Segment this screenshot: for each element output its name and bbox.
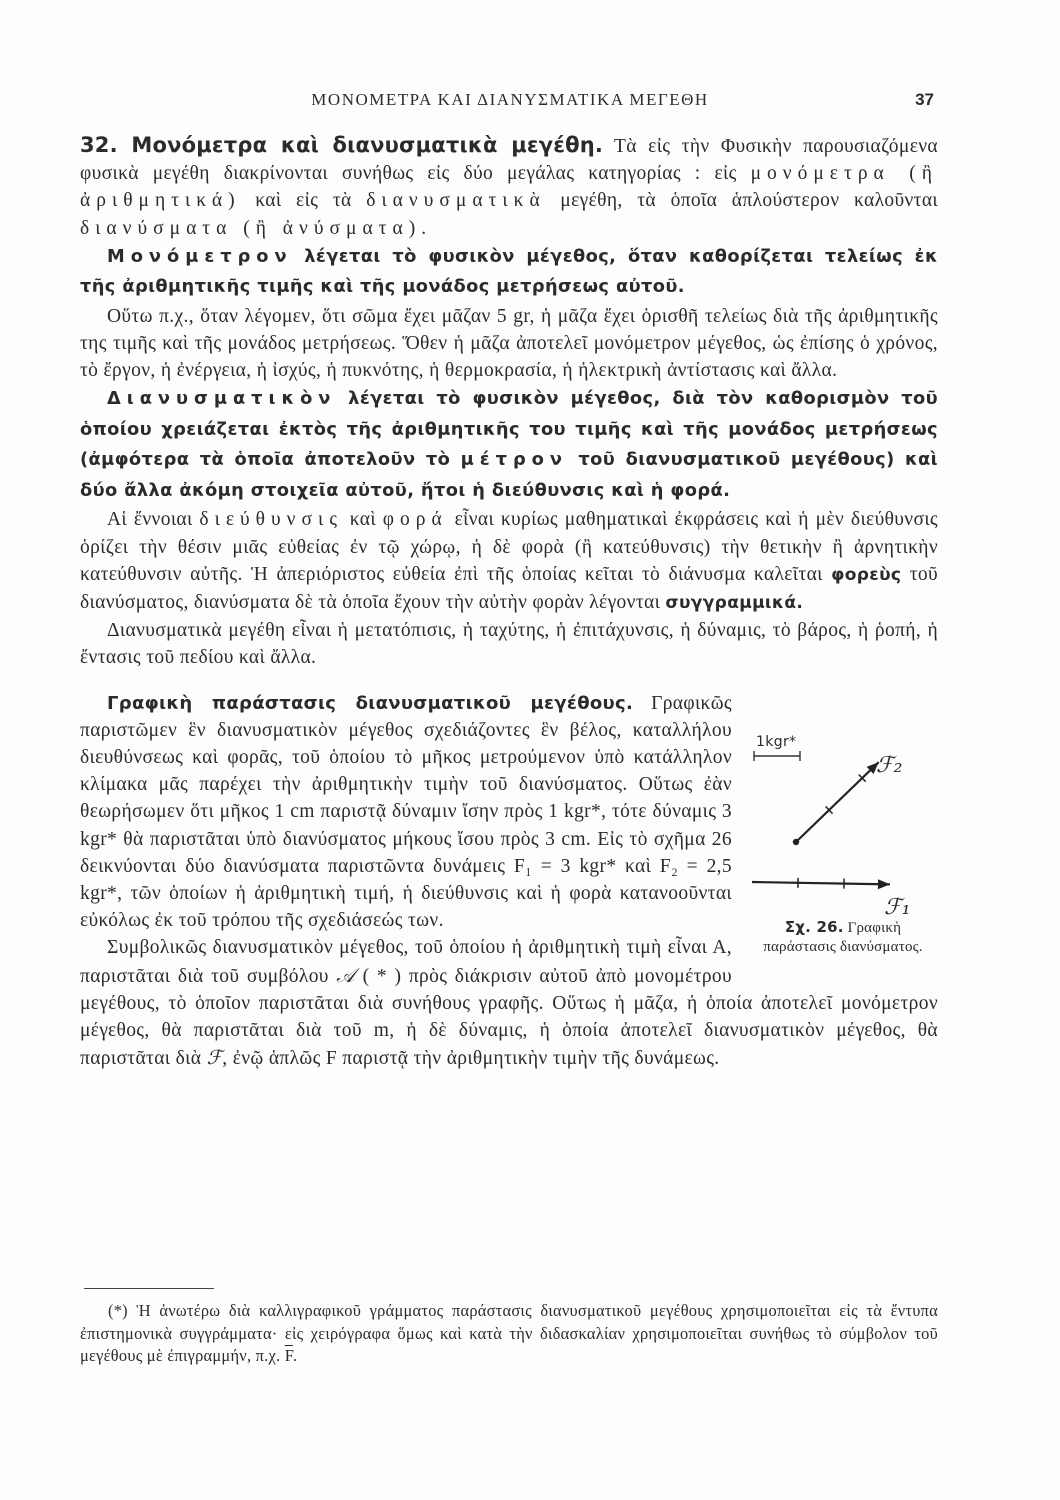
term-vectorial: διανυσματικὰ — [366, 190, 546, 212]
paragraph-notation: Συμβολικῶς διανυσματικὸν μέγεθος, τοῦ ὁποίου ἡ ἀριθμητικὴ τιμὴ εἶναι Α, παριστᾶται διὰ τοῦ συμβόλου 𝒜 ( * ) πρὸς διάκρισιν αὐτοῦ ἀπὸ μονομέτρου μεγέθους, τὸ ὁποῖον παριστᾶται διὰ συνήθους γραφῆς. Οὕτως ἡ μᾶζα, ἡ ὁποία ἀποτελεῖ μονόμετρον μέγεθος, θὰ παριστᾶται διὰ τοῦ m, ἡ δὲ δύναμις, ἡ ὁποία ἀποτελεῖ διανυσματικὸν μέγεθος, θὰ παριστᾶται διὰ ℱ, ἐνῷ ἁπλῶς F παριστᾷ τὴν ἀριθμητικὴν τιμὴν τῆς δυνάμεως. — [80, 937, 938, 1070]
vector-f2-label: ℱ₂ — [876, 752, 903, 778]
term-collinear: συγγραμμικά. — [665, 593, 804, 614]
footnote-rule — [84, 1288, 214, 1289]
paragraph-vector-examples: Διανυσματικὰ μεγέθη εἶναι ἡ μετατόπισις, ἡ ταχύτης, ἡ ἐπιτάχυνσις, ἡ δύναμις, τὸ βάρος, ἡ ῥοπή, ἡ ἔντασις τοῦ πεδίου καὶ ἄλλα. — [80, 620, 938, 669]
calligraphic-f-symbol: ℱ — [206, 1046, 223, 1070]
term-scalar: μονόμετρα (ἢ ἀριθμητικά) — [80, 163, 938, 212]
paragraph-graphic: Γραφικὴ παράστασις διανυσματικοῦ μεγέθους. Γραφικῶς παριστῶμεν ἓν διανυσματικὸν μέγεθος σχεδιάζοντες ἓν βέλος, καταλλήλου διευθύνσεως καὶ φορᾶς, τοῦ ὁποίου τὸ μῆκος μετρούμενον ὑπὸ κατάλληλον κλίμακα μᾶς παρέχει τὴν ἀριθμητικὴν τιμὴν τοῦ διανύσματος. Οὕτως ἐὰν θεωρήσωμεν ὅτι μῆκος 1 cm παριστᾷ δύναμιν ἴσην πρὸς 1 kgr*, τότε δύναμις 3 kgr* θὰ παριστᾶται ὑπὸ διανύσματος μήκους ἴσου πρὸς 3 cm. Εἰς τὸ σχῆμα 26 δεικνύονται δύο διανύσματα παριστῶντα δυνάμεις F₁ = 3 kgr* καὶ F₂ = 2,5 kgr*, τῶν ὁποίων ἡ ἀριθμητικὴ τιμή, ἡ διεύθυνσις καὶ ἡ φορὰ κατανοοῦνται εὐκόλως ἐκ τοῦ τρόπου τῆς σχεδιάσεώς των. — [80, 692, 732, 932]
definition-scalar: Μονόμετρον λέγεται τὸ φυσικὸν μέγεθος, ὅταν καθορίζεται τελείως ἐκ τῆς ἀριθμητικῆς τιμῆς καὶ τῆς μονάδος μετρήσεως αὐτοῦ. — [80, 245, 938, 298]
paragraph-scalar-examples: Οὕτω π.χ., ὅταν λέγομεν, ὅτι σῶμα ἔχει μᾶζαν 5 gr, ἡ μᾶζα ἔχει ὁρισθῆ τελείως διὰ τῆς ἀριθμητικῆς της τιμῆς καὶ τῆς μονάδος μετρήσεως. Ὅθεν ἡ μᾶζα ἀποτελεῖ μονόμετρον μέγεθος, ὡς ἐπίσης ὁ χρόνος, τὸ ἔργον, ἡ ἐνέργεια, ἡ ἰσχύς, ἡ πυκνότης, ἡ θερμοκρασία, ἡ ἠλεκτρικὴ ἀντίστασις καὶ ἄλλα. — [80, 305, 938, 382]
section-title: 32. Μονόμετρα καὶ διανυσματικὰ μεγέθη. — [80, 133, 604, 157]
vector-f1 — [752, 877, 890, 888]
vector-f1-label: ℱ₁ — [884, 894, 911, 917]
term-carrier: φορεὺς — [831, 564, 902, 585]
overlined-f-symbol: $\overline{F}$ — [284, 1346, 293, 1365]
main-text — [80, 132, 938, 1072]
vector-f1-arrowhead — [878, 879, 890, 889]
definition-vector: Διανυσματικὸν λέγεται τὸ φυσικὸν μέγεθος, διὰ τὸν καθορισμὸν τοῦ ὁποίου χρειάζεται ἐκτὸς τῆς ἀριθμητικῆς του τιμῆς καὶ τῆς μονάδος μετρήσεως (ἀμφότερα τὰ ὁποῖα ἀποτελοῦν τὸ μέτρον τοῦ διανυσματικοῦ μεγέθους) καὶ δύο ἄλλα ἀκόμη στοιχεῖα αὐτοῦ, ἤτοι ἡ διεύθυνσις καὶ ἡ φορά. — [80, 388, 938, 501]
vector-f2-shaft — [796, 762, 879, 842]
term-sense: φορά — [382, 509, 448, 531]
running-header — [80, 90, 940, 114]
paragraph-intro: 32. Μονόμετρα καὶ διανυσματικὰ μεγέθη. Τὰ εἰς τὴν Φυσικὴν παρουσιαζόμενα φυσικὰ μεγέθη διακρίνονται συνήθως εἰς δύο μεγάλας κατηγορίας : εἰς μονόμετρα (ἢ ἀριθμητικά) καὶ εἰς τὰ διανυσματικὰ μεγέθη, τὰ ὁποῖα ἁπλούστερον καλοῦνται διανύσματα (ἢ ἀνύσματα). — [80, 133, 938, 239]
footnote: (*) Ἡ ἀνωτέρω διὰ καλλιγραφικοῦ γράμματος παράστασις διανυσματικοῦ μεγέθους χρησιμοποιεῖται εἰς τὰ ἔντυπα ἐπιστημονικὰ συγγράμματα· εἰς χειρόγραφα ὅμως καὶ κατὰ τὴν διδασκαλίαν χρησιμοποιεῖται συνήθως τὸ σύμβολον τοῦ μεγέθους μὲ ἐπιγραμμήν, π.χ. $\overline{F}$. — [80, 1301, 938, 1365]
vector-f1-shaft — [752, 882, 890, 884]
term-direction: διεύθυνσις — [199, 509, 343, 531]
page-number: 37 — [915, 90, 934, 109]
vector-f2-origin — [793, 838, 799, 844]
term-vectors: διανύσματα (ἢ ἀνύσματα). — [80, 217, 433, 239]
scale-label: 1kgr* — [756, 733, 797, 750]
paragraph-direction-sense: Αἱ ἔννοιαι διεύθυνσις καὶ φορά εἶναι κυρίως μαθηματικαὶ ἐκφράσεις καὶ ἡ μὲν διεύθυνσις ὁρίζει τὴν θέσιν μιᾶς εὐθείας ἐν τῷ χώρῳ, ἡ δὲ φορὰ (ἢ κατεύθυνσις) τὴν θετικὴν ἢ ἀρνητικὴν κατεύθυνσιν αὐτῆς. Ἡ ἀπεριόριστος εὐθεία ἐπὶ τῆς ὁποίας κεῖται τὸ διάνυσμα καλεῖται φορεὺς τοῦ διανύσματος, διανύσματα δὲ τὰ ὁποῖα ἔχουν τὴν αὐτὴν φορὰν λέγονται συγγραμμικά. — [80, 509, 938, 614]
calligraphic-a-symbol: 𝒜 — [336, 963, 356, 987]
figure-label: Σχ. 26. — [784, 917, 844, 936]
subsection-title: Γραφικὴ παράστασις διανυσματικοῦ μεγέθους. — [107, 692, 634, 714]
vector-f2 — [793, 762, 879, 845]
figure-caption: Σχ. 26. Γραφικὴ παράστασις διανύσματος. — [763, 917, 923, 955]
figure-26 — [748, 696, 938, 976]
running-title: ΜΟΝΟΜΕΤΡΑ ΚΑΙ ΔΙΑΝΥΣΜΑΤΙΚΑ ΜΕΓΕΘΗ — [311, 90, 709, 109]
vector-diagram — [748, 702, 938, 917]
graphic-representation-section — [80, 690, 938, 1073]
term-measure: μέτρον — [460, 449, 569, 471]
